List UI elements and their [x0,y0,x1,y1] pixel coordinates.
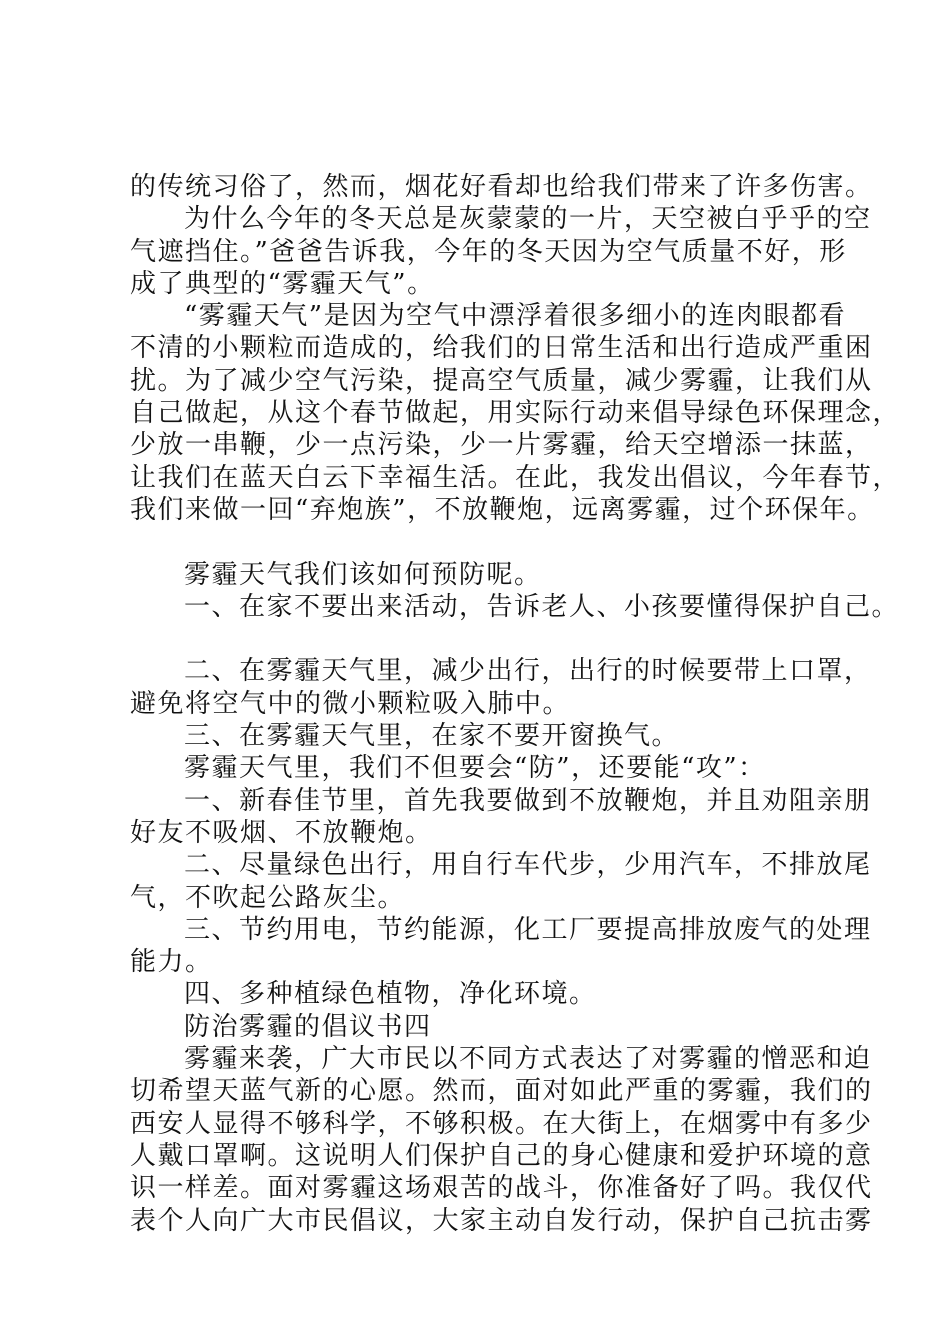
text-line: 我们来做一回“弃炮族”，不放鞭炮，远离雾霾，过个环保年。 [130,494,875,525]
text-line: 切希望天蓝气新的心愿。然而，面对如此严重的雾霾，我们的 [130,1076,873,1107]
text-line: 的传统习俗了，然而，烟花好看却也给我们带来了许多伤害。 [130,172,873,202]
text-line: 自己做起，从这个春节做起，用实际行动来倡导绿色环保理念， [130,398,901,429]
text-line: 表个人向广大市民倡议，大家主动自发行动，保护自己抗击雾 [130,1205,873,1236]
text-line: 人戴口罩啊。这说明人们保护自己的身心健康和爱护环境的意 [130,1140,873,1171]
paragraph-gap [130,623,850,655]
text-line: 能力。 [130,947,213,978]
text-line: 气遮挡住。”爸爸告诉我，今年的冬天因为空气质量不好，形 [130,236,847,267]
text-line: 雾霾来袭，广大市民以不同方式表达了对雾霾的憎恶和迫 [184,1044,872,1075]
text-line: 不清的小颗粒而造成的，给我们的日常生活和出行造成严重困 [130,333,873,364]
text-line: 让我们在蓝天白云下幸福生活。在此，我发出倡议，今年春节， [130,462,901,493]
text-line: 三、节约用电，节约能源，化工厂要提高排放废气的处理 [184,914,872,945]
text-line: 二、在雾霾天气里，减少出行，出行的时候要带上口罩， [184,656,872,687]
text-line: 雾霾天气我们该如何预防呢。 [184,559,542,590]
text-line: 三、在雾霾天气里，在家不要开窗换气。 [184,721,680,752]
text-line: 雾霾天气里，我们不但要会“防”，还要能“攻”： [184,753,766,784]
text-line: “雾霾天气”是因为空气中漂浮着很多细小的连肉眼都看 [184,301,847,332]
text-line: 避免将空气中的微小颗粒吸入肺中。 [130,688,571,719]
text-line: 扰。为了减少空气污染，提高空气质量，减少雾霾，让我们从 [130,365,873,396]
text-line: 成了典型的“雾霾天气”。 [130,268,435,299]
document-body [130,171,901,1237]
text-line: 二、尽量绿色出行，用自行车代步，少用汽车，不排放尾 [184,850,872,881]
section-heading: 防治雾霾的倡议书四 [184,1011,432,1042]
text-line: 气，不吹起公路灰尘。 [130,882,406,913]
text-line: 西安人显得不够科学，不够积极。在大街上，在烟雾中有多少 [130,1108,873,1139]
text-line: 少放一串鞭，少一点污染，少一片雾霾，给天空增添一抹蓝， [130,430,873,461]
text-line: 一、在家不要出来活动，告诉老人、小孩要懂得保护自己。 [184,591,900,622]
text-line: 一、新春佳节里，首先我要做到不放鞭炮，并且劝阻亲朋 [184,785,872,816]
text-line: 好友不吸烟、不放鞭炮。 [130,817,433,848]
paragraph-gap [130,526,850,558]
text-line: 识一样差。面对雾霾这场艰苦的战斗，你准备好了吗。我仅代 [130,1173,873,1204]
text-line: 为什么今年的冬天总是灰蒙蒙的一片，天空被白乎乎的空 [184,204,872,235]
text-line: 四、多种植绿色植物，净化环境。 [184,979,597,1010]
